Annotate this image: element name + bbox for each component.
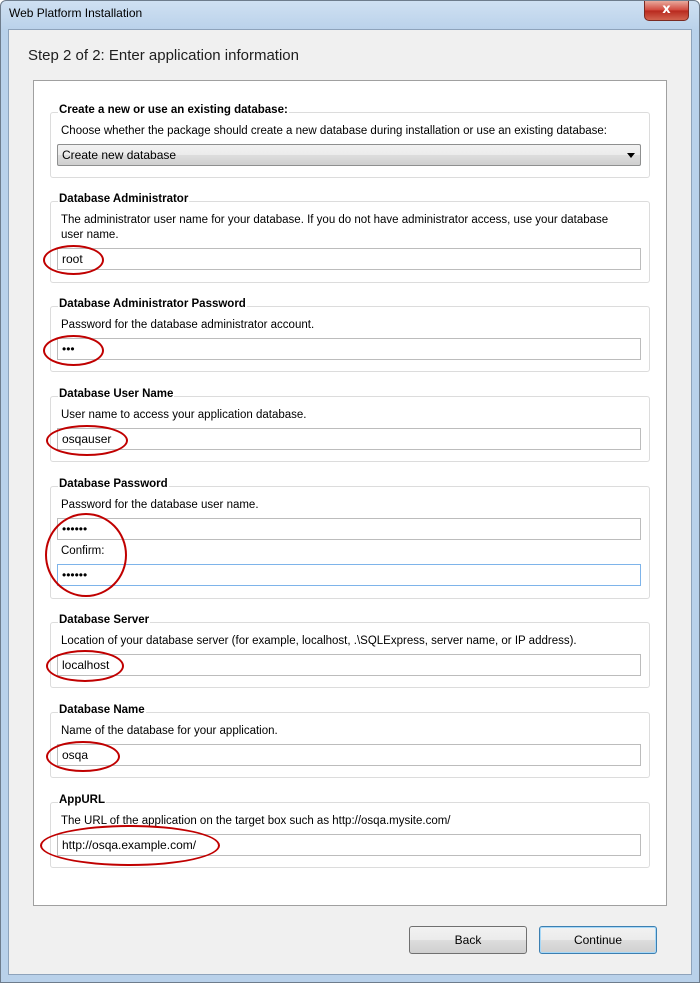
db-admin-password-description: Password for the database administrator account. <box>61 319 315 331</box>
db-name-label: Database Name <box>59 704 145 716</box>
db-password-confirm-input[interactable]: •••••• <box>57 564 641 586</box>
back-button[interactable]: Back <box>409 926 527 954</box>
window-title: Web Platform Installation <box>9 6 143 20</box>
db-password-input[interactable]: •••••• <box>57 518 641 540</box>
database-choice-description: Choose whether the package should create a new database during installation or use an existing database: <box>61 125 607 137</box>
db-admin-input[interactable]: root <box>57 248 641 270</box>
db-server-label: Database Server <box>59 614 150 626</box>
db-server-input[interactable]: localhost <box>57 654 641 676</box>
step-title: Step 2 of 2: Enter application information <box>28 47 299 64</box>
annotation-oval-name <box>46 741 120 772</box>
db-user-label: Database User Name <box>59 388 174 400</box>
dropdown-arrow-icon <box>627 153 635 158</box>
db-admin-password-label: Database Administrator Password <box>59 298 246 310</box>
database-choice-select[interactable] <box>57 144 641 166</box>
close-icon: x <box>662 2 671 17</box>
annotation-oval-url <box>40 825 220 866</box>
app-url-description: The URL of the application on the target box such as http://osqa.mysite.com/ <box>61 815 451 827</box>
annotation-oval-password <box>45 513 127 597</box>
confirm-label: Confirm: <box>61 545 105 557</box>
db-user-description: User name to access your application database. <box>61 409 307 421</box>
database-choice-selected: Create new database <box>62 148 177 162</box>
db-admin-label: Database Administrator <box>59 193 189 205</box>
annotation-oval-admin <box>43 245 104 275</box>
annotation-oval-admin-password <box>43 335 104 366</box>
close-button[interactable] <box>644 1 689 21</box>
db-name-description: Name of the database for your application. <box>61 725 278 737</box>
db-server-description: Location of your database server (for example, localhost, .\SQLExpress, server name, or IP address). <box>61 635 577 647</box>
db-password-description: Password for the database user name. <box>61 499 259 511</box>
db-password-label: Database Password <box>59 478 168 490</box>
app-url-input[interactable]: http://osqa.example.com/ <box>57 834 641 856</box>
db-admin-description: The administrator user name for your database. If you do not have administrator access, use your database user name. <box>61 214 609 241</box>
db-name-input[interactable]: osqa <box>57 744 641 766</box>
annotation-oval-user <box>46 425 128 456</box>
db-user-input[interactable]: osqauser <box>57 428 641 450</box>
db-admin-password-input[interactable]: ••• <box>57 338 641 360</box>
annotation-oval-server <box>46 650 124 682</box>
app-url-label: AppURL <box>59 794 105 806</box>
database-choice-label: Create a new or use an existing database: <box>59 104 288 116</box>
continue-button[interactable]: Continue <box>539 926 657 954</box>
